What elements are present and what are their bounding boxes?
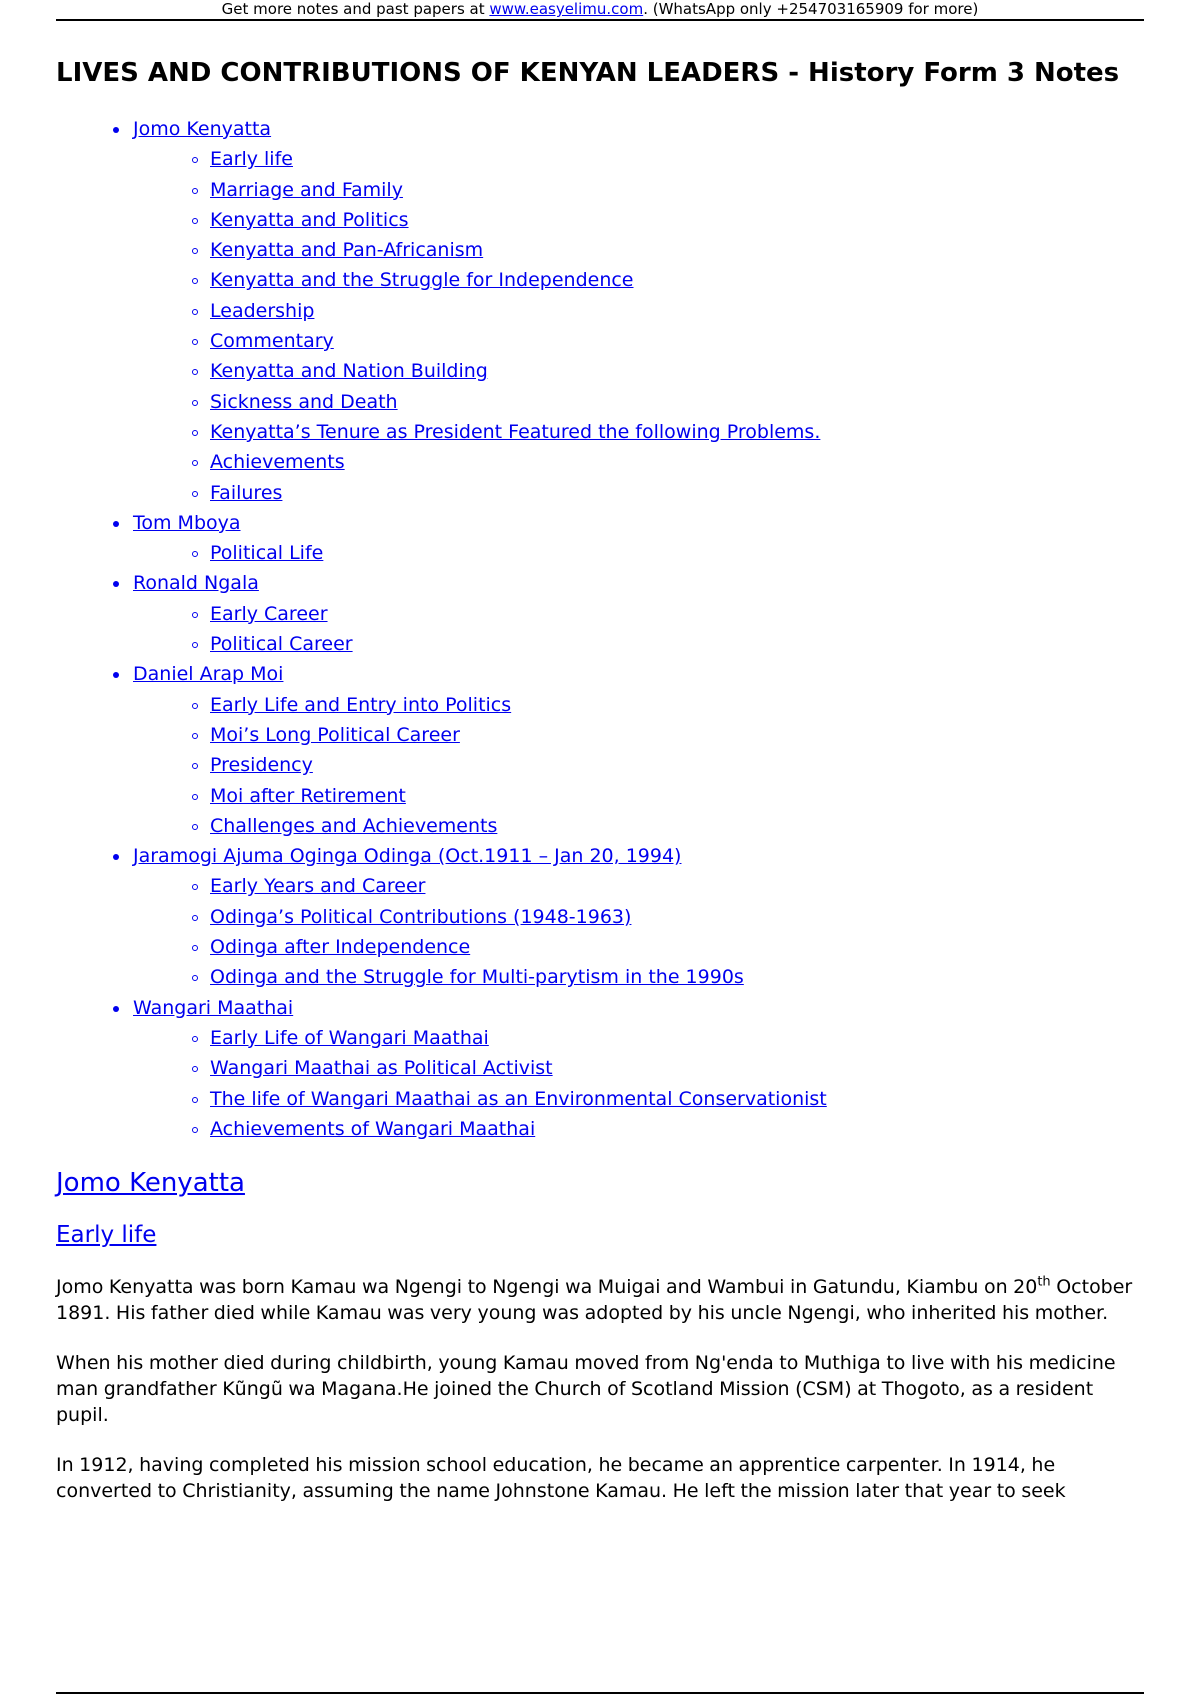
toc-item — [56, 508, 1144, 538]
toc-subitem — [56, 478, 1144, 508]
paragraph-1-part-a: Jomo Kenyatta was born Kamau wa Ngengi to Ngengi wa Muigai and Wambui in Gatundu, Kiambu on 20 — [56, 1276, 1038, 1299]
toc-item — [56, 568, 1144, 598]
toc-sublink[interactable]: Kenyatta and Nation Building — [210, 360, 488, 383]
toc-subitem — [56, 265, 1144, 295]
toc-sublist — [56, 871, 1144, 992]
toc-sublink[interactable]: Achievements — [210, 451, 345, 474]
toc-sublink[interactable]: Moi’s Long Political Career — [210, 723, 460, 746]
toc-sublist-wrapper — [56, 599, 1144, 660]
toc-sublink[interactable]: Leadership — [210, 299, 315, 322]
toc-subitem — [56, 690, 1144, 720]
table-of-contents — [56, 114, 1144, 1144]
toc-subitem — [56, 1084, 1144, 1114]
toc-sublist — [56, 690, 1144, 841]
toc-subitem — [56, 447, 1144, 477]
header-suffix: . (WhatsApp only +254703165909 for more) — [643, 0, 979, 18]
toc-subitem — [56, 205, 1144, 235]
toc-sublist — [56, 144, 1144, 508]
toc-sublist-wrapper — [56, 871, 1144, 992]
toc-sublink[interactable]: Achievements of Wangari Maathai — [210, 1117, 536, 1140]
paragraph-2: When his mother died during childbirth, young Kamau moved from Ng'enda to Muthiga to live with his medicine man grandfather Kũngũ wa Magana.He joined the Church of Scotland Mission (CSM) at Thogoto, as a resident pupil. — [56, 1352, 1116, 1427]
toc-subitem — [56, 235, 1144, 265]
section-heading-link[interactable]: Jomo Kenyatta — [56, 1168, 245, 1199]
document-body — [56, 56, 1144, 1504]
toc-subitem — [56, 144, 1144, 174]
paragraph-1 — [56, 1274, 1144, 1326]
toc-sublink[interactable]: Odinga after Independence — [210, 936, 471, 959]
toc-subitem — [56, 538, 1144, 568]
toc-subitem — [56, 871, 1144, 901]
toc-item — [56, 114, 1144, 144]
toc-link[interactable]: Ronald Ngala — [133, 572, 259, 595]
toc-subitem — [56, 902, 1144, 932]
toc-sublink[interactable]: Commentary — [210, 330, 334, 353]
paragraph-3: In 1912, having completed his mission school education, he became an apprentice carpenter. In 1914, he converted to Christianity, assuming the name Johnstone Kamau. He left the mission later that year to seek — [56, 1454, 1066, 1503]
toc-subitem — [56, 781, 1144, 811]
toc-subitem — [56, 720, 1144, 750]
toc-subitem — [56, 356, 1144, 386]
toc-sublink[interactable]: Odinga and the Struggle for Multi-parytism in the 1990s — [210, 966, 744, 989]
toc-sublink[interactable]: Marriage and Family — [210, 178, 403, 201]
toc-sublink[interactable]: Wangari Maathai as Political Activist — [210, 1057, 553, 1080]
toc-sublink[interactable]: Political Life — [210, 542, 324, 565]
toc-sublink[interactable]: Presidency — [210, 754, 313, 777]
toc-sublink[interactable]: Kenyatta and Pan-Africanism — [210, 239, 484, 262]
toc-subitem — [56, 417, 1144, 447]
toc-item — [56, 659, 1144, 689]
toc-sublink[interactable]: Early Life and Entry into Politics — [210, 693, 512, 716]
toc-subitem — [56, 750, 1144, 780]
header-link[interactable]: www.easyelimu.com — [489, 0, 644, 18]
toc-sublink[interactable]: Early Life of Wangari Maathai — [210, 1026, 489, 1049]
header-prefix: Get more notes and past papers at — [221, 0, 490, 18]
toc-subitem — [56, 326, 1144, 356]
toc-sublist — [56, 538, 1144, 568]
page-title: LIVES AND CONTRIBUTIONS OF KENYAN LEADERS - History Form 3 Notes — [56, 58, 1120, 88]
toc-sublink[interactable]: Challenges and Achievements — [210, 814, 498, 837]
toc-subitem — [56, 962, 1144, 992]
toc-subitem — [56, 1114, 1144, 1144]
toc-link[interactable]: Wangari Maathai — [133, 996, 294, 1019]
toc-item — [56, 993, 1144, 1023]
toc-sublink[interactable]: Kenyatta and Politics — [210, 208, 409, 231]
toc-subitem — [56, 599, 1144, 629]
page-header — [0, 0, 1200, 18]
toc-link[interactable]: Daniel Arap Moi — [133, 663, 284, 686]
subsection-heading — [56, 1220, 1144, 1250]
toc-subitem — [56, 629, 1144, 659]
toc-sublink[interactable]: Kenyatta’s Tenure as President Featured the following Problems. — [210, 420, 821, 443]
toc-sublink[interactable]: The life of Wangari Maathai as an Environmental Conservationist — [210, 1087, 827, 1110]
toc-sublist — [56, 1023, 1144, 1144]
toc-sublink[interactable]: Political Career — [210, 633, 353, 656]
toc-sublist-wrapper — [56, 144, 1144, 508]
header-rule — [56, 19, 1144, 21]
toc-subitem — [56, 296, 1144, 326]
toc-sublink[interactable]: Early life — [210, 148, 293, 171]
toc-sublist — [56, 599, 1144, 660]
toc-sublink[interactable]: Kenyatta and the Struggle for Independence — [210, 269, 634, 292]
toc-sublist-wrapper — [56, 1023, 1144, 1144]
toc-link[interactable]: Jomo Kenyatta — [133, 118, 272, 140]
toc-sublist-wrapper — [56, 690, 1144, 841]
toc-item — [56, 841, 1144, 871]
toc-subitem — [56, 387, 1144, 417]
toc-subitem — [56, 932, 1144, 962]
toc-sublist-wrapper — [56, 538, 1144, 568]
toc-link[interactable]: Tom Mboya — [133, 511, 241, 534]
paragraph-1-sup: th — [1037, 1274, 1051, 1290]
toc-subitem — [56, 1023, 1144, 1053]
toc-link[interactable]: Jaramogi Ajuma Oginga Odinga (Oct.1911 – Jan 20, 1994) — [133, 845, 682, 868]
paragraph-1-part-b: October 1891. His father died while Kamau was very young was adopted by his uncle Ngengi, who inherited his mother. — [56, 1276, 1133, 1325]
toc-subitem — [56, 175, 1144, 205]
toc-subitem — [56, 1053, 1144, 1083]
toc-sublink[interactable]: Sickness and Death — [210, 390, 398, 413]
footer-rule — [56, 1692, 1144, 1694]
toc-sublink[interactable]: Odinga’s Political Contributions (1948-1963) — [210, 905, 632, 928]
subsection-heading-link[interactable]: Early life — [56, 1222, 157, 1249]
toc-sublink[interactable]: Early Years and Career — [210, 875, 426, 898]
section-heading — [56, 1166, 1144, 1200]
toc-sublink[interactable]: Failures — [210, 481, 283, 504]
toc-sublink[interactable]: Early Career — [210, 602, 328, 625]
toc-subitem — [56, 811, 1144, 841]
toc-sublink[interactable]: Moi after Retirement — [210, 784, 406, 807]
